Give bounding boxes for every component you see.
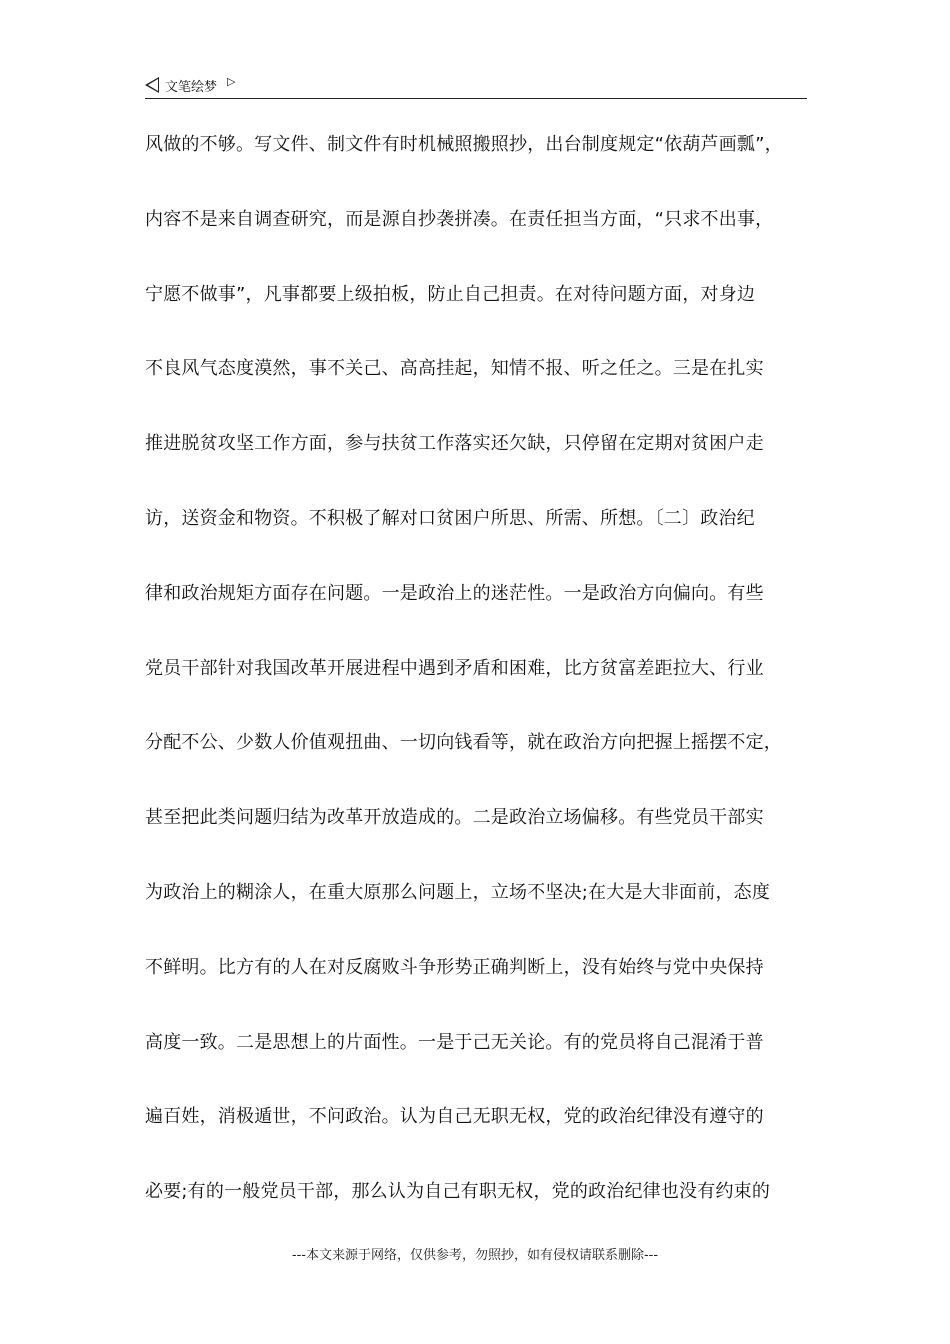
text-line: 不良风气态度漠然，事不关己、高高挂起，知情不报、听之任之。三是在扎实 [145, 358, 764, 380]
header-title: 文笔绘梦 [165, 79, 218, 95]
text-line: 内容不是来自调查研究，而是源自抄袭拼凑。在责任担当方面，“只求不出事， [145, 208, 774, 230]
triangle-left-icon [145, 77, 159, 93]
text-line: 不鲜明。比方有的人在对反腐败斗争形势正确判断上，没有始终与党中央保持 [145, 956, 764, 978]
page-header [145, 72, 807, 99]
triangle-right-icon: ▷ [227, 74, 236, 88]
text-line: 律和政治规矩方面存在问题。一是政治上的迷茫性。一是政治方向偏向。有些 [145, 582, 764, 604]
text-line: 甚至把此类问题归结为改革开放造成的。二是政治立场偏移。有些党员干部实 [145, 807, 764, 829]
text-line: 推进脱贫攻坚工作方面，参与扶贫工作落实还欠缺，只停留在定期对贫困户走 [145, 433, 764, 455]
text-line: 为政治上的糊涂人，在重大原那么问题上，立场不坚决;在大是大非面前，态度 [145, 881, 771, 903]
text-line: 党员干部针对我国改革开展进程中遇到矛盾和困难，比方贫富差距拉大、行业 [145, 657, 764, 679]
text-line: 风做的不够。写文件、制文件有时机械照搬照抄，出台制度规定“依葫芦画瓢”， [145, 134, 783, 155]
text-line: 必要;有的一般党员干部，那么认为自己有职无权，党的政治纪律也没有约束的 [145, 1181, 771, 1203]
footer-disclaimer: ---本文来源于网络，仅供参考，勿照抄，如有侵权请联系删除--- [291, 1248, 659, 1263]
text-line: 遍百姓，消极遁世，不问政治。认为自己无职无权，党的政治纪律没有遵守的 [145, 1106, 764, 1128]
document-body [145, 108, 825, 1230]
text-line: 访，送资金和物资。不积极了解对口贫困户所思、所需、所想。〔二〕政治纪 [145, 507, 755, 529]
text-line: 分配不公、少数人价值观扭曲、一切向钱看等，就在政治方向把握上摇摆不定， [145, 732, 782, 754]
text-line: 宁愿不做事”，凡事都要上级拍板，防止自己担责。在对待问题方面，对身边 [145, 283, 756, 305]
text-line: 高度一致。二是思想上的片面性。一是于己无关论。有的党员将自己混淆于普 [145, 1031, 764, 1053]
